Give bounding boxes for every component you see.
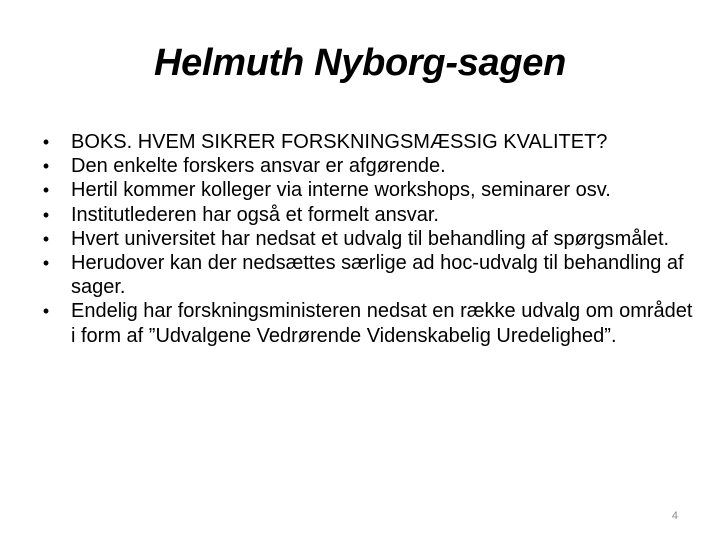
bullet-list <box>38 130 698 348</box>
bullet-text: Endelig har forskningsministeren nedsat en række udvalg om området i form af ”Udvalgene Vedrørende Videnskabelig Uredelighed”. <box>71 300 693 347</box>
bullet-item <box>38 130 698 154</box>
bullet-text: BOKS. HVEM SIKRER FORSKNINGSMÆSSIG KVALITET? <box>71 131 608 153</box>
bullet-text: Hertil kommer kolleger via interne workshops, seminarer osv. <box>71 179 611 202</box>
bullet-text: Herudover kan der nedsættes særlige ad hoc-udvalg til behandling af sager. <box>71 252 684 299</box>
bullet-text: Hvert universitet har nedsat et udvalg til behandling af spørgsmålet. <box>71 227 670 250</box>
bullet-icon: • <box>42 253 50 274</box>
bullet-text: Institutlederen har også et formelt ansvar. <box>71 203 439 226</box>
bullet-icon: • <box>42 301 50 322</box>
bullet-item <box>38 227 698 251</box>
bullet-text: Den enkelte forskers ansvar er afgørende. <box>71 155 446 178</box>
bullet-item <box>38 203 698 227</box>
bullet-item <box>38 178 698 202</box>
page-number: 4 <box>671 510 678 522</box>
slide-title: Helmuth Nyborg-sagen <box>153 42 567 84</box>
bullet-icon: • <box>42 132 50 152</box>
bullet-icon: • <box>42 204 50 225</box>
bullet-icon: • <box>42 228 50 249</box>
bullet-item <box>38 299 698 347</box>
bullet-icon: • <box>42 180 50 201</box>
bullet-item <box>38 251 698 299</box>
bullet-icon: • <box>42 156 50 177</box>
bullet-item <box>38 154 698 178</box>
